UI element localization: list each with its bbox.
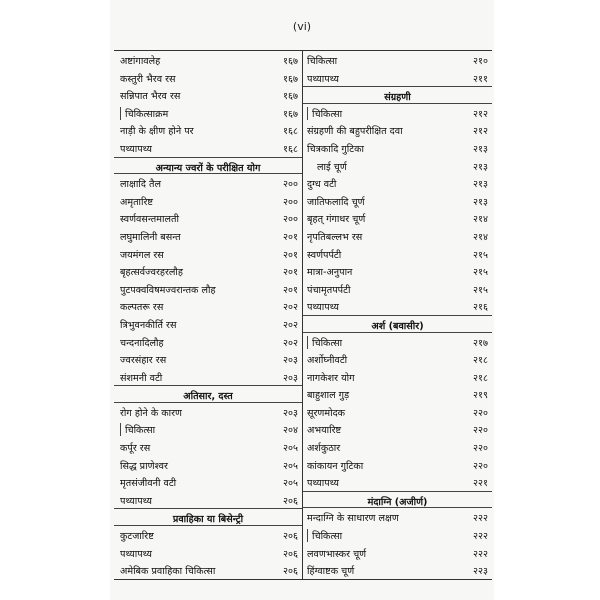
toc-entry xyxy=(303,174,492,192)
toc-entry xyxy=(114,544,302,562)
toc-entry xyxy=(303,420,492,438)
entry-title: सन्निपात भैरव रस xyxy=(120,91,181,103)
entry-title: पथ्यापथ्य xyxy=(120,548,152,560)
toc-entry xyxy=(303,192,492,210)
toc-entry xyxy=(303,508,492,526)
entry-page-number: २०० xyxy=(283,196,298,208)
entry-page-number: २२० xyxy=(473,443,488,455)
toc-entry xyxy=(114,403,302,421)
entry-page-number: १६७ xyxy=(283,108,298,120)
toc-entry xyxy=(114,333,302,351)
entry-page-number: २२२ xyxy=(473,531,488,543)
book-page xyxy=(110,0,494,600)
entry-page-number: २२२ xyxy=(473,548,488,560)
toc-entry xyxy=(303,438,492,456)
toc-entry xyxy=(303,121,492,139)
toc-entry xyxy=(303,51,492,69)
entry-title: कुटजारिष्ट xyxy=(120,531,154,543)
toc-entry xyxy=(114,86,302,104)
right-column xyxy=(303,51,492,579)
toc-entry xyxy=(114,297,302,315)
toc-entry xyxy=(303,297,492,315)
entry-page-number: २०० xyxy=(283,214,298,226)
entry-page-number: २०४ xyxy=(283,425,298,437)
toc-entry xyxy=(303,403,492,421)
entry-page-number: २०६ xyxy=(283,566,298,578)
entry-title: संशमनी वटी xyxy=(120,372,163,384)
toc-entry xyxy=(114,174,302,192)
toc-entry xyxy=(303,385,492,403)
entry-title: पथ्यापथ्य xyxy=(307,302,339,314)
toc-entry xyxy=(303,473,492,491)
entry-page-number: २२३ xyxy=(473,566,488,578)
entry-page-number: २०१ xyxy=(283,267,298,279)
toc-entry xyxy=(114,121,302,139)
entry-title: नृपतिबल्लभ रस xyxy=(307,231,363,243)
entry-title: बृहत् गंगाधर चूर्ण xyxy=(307,214,366,226)
entry-title: अमृतारिष्ट xyxy=(120,196,154,208)
toc-entry xyxy=(114,368,302,386)
entry-title: अर्शकुठार xyxy=(307,443,341,455)
entry-title: अष्टांगावलेह xyxy=(120,56,161,67)
entry-title: ज्वरसंहार रस xyxy=(120,355,167,367)
toc-entry xyxy=(114,438,302,456)
entry-title: मन्दाग्नि के साधारण लक्षण xyxy=(307,513,399,525)
entry-title: मात्रा-अनुपान xyxy=(307,267,353,279)
entry-page-number: २१४ xyxy=(473,231,488,243)
entry-page-number: २१३ xyxy=(473,161,488,173)
toc-entry xyxy=(114,315,302,333)
entry-title: जयमंगल रस xyxy=(120,249,164,261)
toc-entry xyxy=(303,104,492,122)
toc-entry xyxy=(303,227,492,245)
entry-title: लाक्षादि तैल xyxy=(120,179,161,191)
entry-title: पथ्यापथ्य xyxy=(307,73,339,85)
entry-title: चिकित्सा xyxy=(120,423,155,436)
entry-page-number: २१३ xyxy=(473,179,488,191)
entry-page-number: २१४ xyxy=(473,214,488,226)
entry-title: हिंग्वाष्टक चूर्ण xyxy=(307,566,355,578)
entry-page-number: २१० xyxy=(473,56,488,67)
section-heading-label: प्रवाहिका या बिसेन्ट्री xyxy=(172,514,244,526)
entry-page-number: २०२ xyxy=(283,302,298,314)
entry-page-number: २०५ xyxy=(283,460,298,472)
toc-entry xyxy=(303,526,492,544)
entry-page-number: २२० xyxy=(473,407,488,419)
entry-title: स्वर्णपर्पटी xyxy=(307,249,342,261)
entry-page-number: १६७ xyxy=(283,91,298,103)
entry-page-number: २०५ xyxy=(283,478,298,490)
section-heading xyxy=(114,508,302,526)
entry-page-number: २२२ xyxy=(473,513,488,525)
table-of-contents xyxy=(114,50,492,580)
entry-title: सिद्ध प्राणेश्वर xyxy=(120,460,168,472)
entry-page-number: २०३ xyxy=(283,355,298,367)
toc-entry xyxy=(303,544,492,562)
entry-page-number: २०६ xyxy=(283,531,298,543)
entry-title: कल्पतरू रस xyxy=(120,302,164,314)
entry-title: रोग होने के कारण xyxy=(120,407,182,419)
entry-title: पुटपक्वविषमज्वरान्तक लौह xyxy=(120,284,216,296)
entry-title: चन्दनादिलौह xyxy=(120,337,164,349)
entry-title: अमेबिक प्रवाहिका चिकित्सा xyxy=(120,566,216,578)
entry-title: बृहत्सर्वज्वरहरलौह xyxy=(120,267,183,279)
section-heading xyxy=(114,157,302,175)
entry-page-number: २२१ xyxy=(473,478,488,490)
entry-title: कांकायन गुटिका xyxy=(307,460,364,472)
toc-entry xyxy=(303,280,492,298)
entry-title: अर्शोघ्नीवटी xyxy=(307,355,348,367)
toc-entry xyxy=(303,69,492,87)
toc-entry xyxy=(303,157,492,175)
entry-title: जातिफलादि चूर्ण xyxy=(307,196,365,208)
entry-page-number: २१९ xyxy=(473,390,488,402)
section-heading xyxy=(303,315,492,333)
entry-title: बाहुशाल गुड़ xyxy=(307,390,350,402)
entry-page-number: २२० xyxy=(473,460,488,472)
entry-title: पथ्यापथ्य xyxy=(120,495,152,507)
entry-page-number: २१६ xyxy=(473,302,488,314)
toc-entry xyxy=(303,350,492,368)
entry-page-number: २११ xyxy=(473,73,488,85)
toc-entry xyxy=(114,473,302,491)
entry-title: लघुमालिनी बसन्त xyxy=(120,231,181,243)
toc-entry xyxy=(114,104,302,122)
toc-entry xyxy=(114,456,302,474)
entry-page-number: १६७ xyxy=(283,73,298,85)
entry-page-number: २०६ xyxy=(283,495,298,507)
toc-entry xyxy=(303,561,492,579)
toc-entry xyxy=(114,262,302,280)
section-heading-label: मंदाग्नि (अजीर्ण) xyxy=(367,496,428,508)
entry-page-number: २१८ xyxy=(473,355,488,367)
toc-entry xyxy=(303,262,492,280)
section-heading xyxy=(303,86,492,104)
toc-entry xyxy=(303,333,492,351)
entry-title: चिकित्सा xyxy=(307,529,342,542)
section-heading xyxy=(303,491,492,509)
entry-title: अभयारिष्ट xyxy=(307,425,342,437)
toc-entry xyxy=(114,209,302,227)
toc-entry xyxy=(114,491,302,509)
entry-title: चित्रकादि गुटिका xyxy=(307,143,364,155)
entry-page-number: १६७ xyxy=(283,56,298,67)
entry-page-number: २१३ xyxy=(473,143,488,155)
entry-page-number: २०२ xyxy=(283,319,298,331)
entry-title: चिकित्सा xyxy=(307,56,338,67)
entry-title: चिकित्सा xyxy=(307,336,342,349)
toc-entry xyxy=(114,526,302,544)
entry-title: नाड़ी के क्षीण होने पर xyxy=(120,126,194,138)
toc-entry xyxy=(303,368,492,386)
entry-page-number: २०२ xyxy=(283,337,298,349)
entry-page-number: २१८ xyxy=(473,372,488,384)
page-number: (vi) xyxy=(292,20,312,33)
entry-page-number: १६८ xyxy=(283,143,298,155)
section-heading-label: अतिसार, दस्त xyxy=(183,391,233,403)
section-heading-label: संग्रहणी xyxy=(384,92,411,104)
toc-entry xyxy=(114,420,302,438)
toc-entry xyxy=(303,139,492,157)
toc-entry xyxy=(114,245,302,263)
entry-page-number: २१५ xyxy=(473,284,488,296)
entry-page-number: २०१ xyxy=(283,249,298,261)
entry-page-number: २१२ xyxy=(473,126,488,138)
entry-page-number: २१५ xyxy=(473,249,488,261)
toc-entry xyxy=(114,51,302,69)
entry-page-number: २२० xyxy=(473,425,488,437)
entry-page-number: २०६ xyxy=(283,548,298,560)
toc-entry xyxy=(114,227,302,245)
toc-entry xyxy=(114,350,302,368)
entry-title: त्रिभुवनकीर्ति रस xyxy=(120,319,177,331)
toc-entry xyxy=(303,209,492,227)
entry-title: स्वर्णवसन्तमालती xyxy=(120,214,179,226)
entry-page-number: २०५ xyxy=(283,443,298,455)
entry-page-number: २०१ xyxy=(283,284,298,296)
toc-entry xyxy=(114,280,302,298)
entry-page-number: २०१ xyxy=(283,231,298,243)
section-heading-label: अर्श (बवासीर) xyxy=(371,320,424,332)
entry-title: सूरणमोदक xyxy=(307,407,346,419)
entry-page-number: २१५ xyxy=(473,267,488,279)
left-column xyxy=(114,51,303,579)
entry-title: कर्पूर रस xyxy=(120,443,151,455)
section-heading xyxy=(114,385,302,403)
entry-page-number: १६८ xyxy=(283,126,298,138)
entry-title: कस्तुरी भैरव रस xyxy=(120,73,176,85)
entry-title: पथ्यापथ्य xyxy=(120,143,152,155)
entry-title: संग्रहणी की बहुपरीक्षित दवा xyxy=(307,126,403,138)
toc-entry xyxy=(114,69,302,87)
entry-title: चिकित्सा xyxy=(307,107,342,120)
entry-title: पंचामृतपर्पटी xyxy=(307,284,351,296)
entry-title: लाई चूर्ण xyxy=(317,161,347,173)
entry-title: नागकेशर योग xyxy=(307,372,355,384)
toc-entry xyxy=(303,245,492,263)
entry-title: पथ्यापथ्य xyxy=(307,478,339,490)
toc-entry xyxy=(114,192,302,210)
entry-title: लवणभास्कर चूर्ण xyxy=(307,548,367,560)
section-heading-label: अन्यान्य ज्वरों के परीक्षित योग xyxy=(155,162,261,174)
entry-page-number: २१३ xyxy=(473,196,488,208)
entry-title: मृतसंजीवनी वटी xyxy=(120,478,177,490)
entry-page-number: २०० xyxy=(283,179,298,191)
entry-page-number: २१२ xyxy=(473,108,488,120)
entry-page-number: २०३ xyxy=(283,407,298,419)
toc-entry xyxy=(114,139,302,157)
entry-title: दुग्ध वटी xyxy=(307,179,337,191)
toc-entry xyxy=(303,456,492,474)
toc-entry xyxy=(114,561,302,579)
entry-page-number: २०३ xyxy=(283,372,298,384)
entry-title: चिकित्साक्रम xyxy=(120,107,168,120)
entry-page-number: २१७ xyxy=(473,337,488,349)
